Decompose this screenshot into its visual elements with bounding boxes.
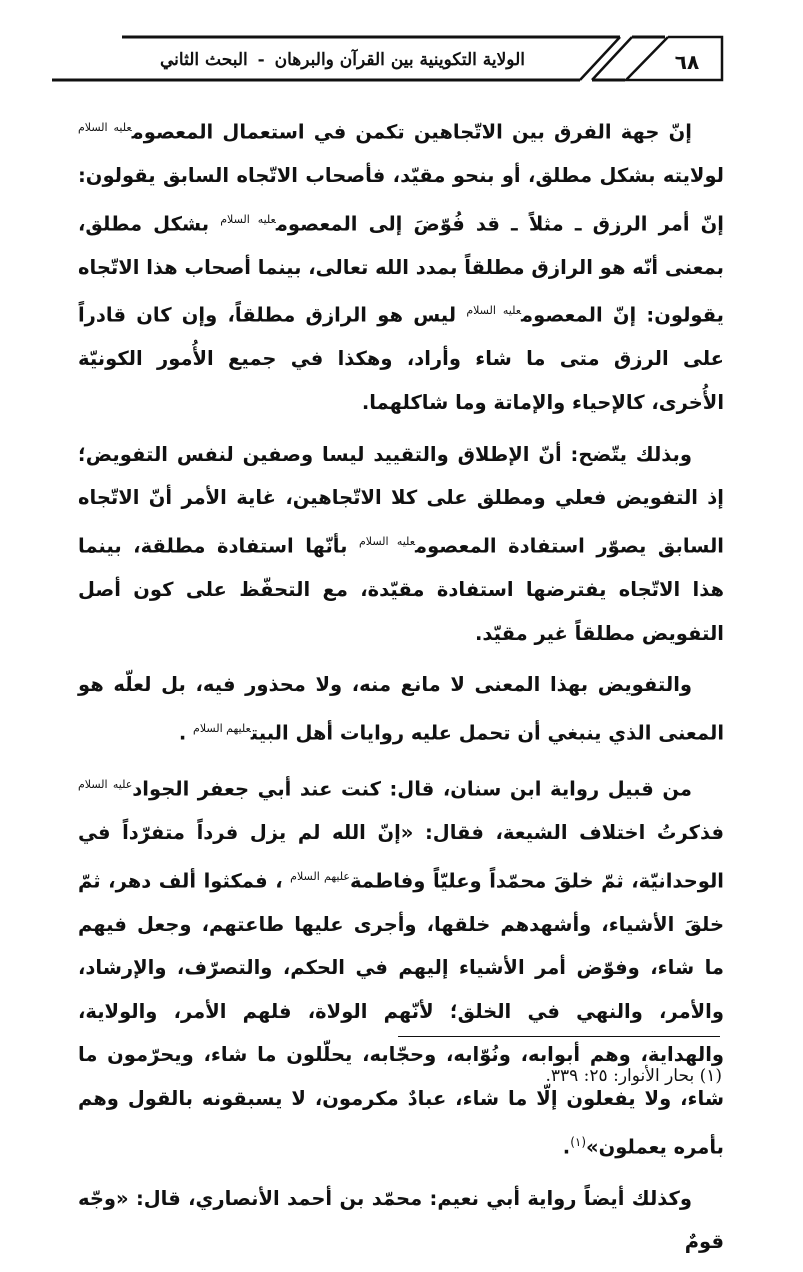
honorific-mark: عليه السلام: [466, 304, 522, 318]
header-slash-1: [580, 37, 620, 80]
page-header: [0, 0, 803, 100]
text-run: والتفويض بهذا المعنى لا مانع منه، ولا محذور فيه، بل لعلّه هو المعنى الذي ينبغي أن تحمل عليه روايات أهل البيت: [78, 673, 724, 745]
header-slash-2: [592, 37, 632, 80]
body-text: [78, 106, 724, 1272]
honorific-mark: عليه السلام: [78, 777, 133, 791]
paragraph-3: [78, 663, 724, 755]
footnote-separator: [398, 1036, 720, 1037]
paragraph-2: [78, 433, 724, 655]
honorific-mark: عليهم السلام: [193, 721, 251, 735]
honorific-mark: عليه السلام: [358, 534, 415, 548]
paragraph-5: [78, 1177, 724, 1264]
page-number: ٦٨: [674, 50, 700, 74]
text-run: بشكل مطلق، بمعنى أنّه هو الرازق مطلقاً بمدد الله تعالى، بينما أصحاب هذا الاتّجاه يقولون: إنّ المعصوم: [78, 212, 725, 327]
text-run: .: [178, 721, 194, 745]
text-run: فذكرتُ اختلاف الشيعة، فقال: «إنّ الله لم يزل فرداً متفرّداً في الوحدانيّة، ثمّ خلقَ محمّداً وعليّاً وفاطمة: [78, 820, 724, 892]
text-run: ليس هو الرازق مطلقاً، وإن كان قادراً على الرزق متى ما شاء وأراد، وهكذا في جميع الأُمور الكونيّة الأُخرى، كالإحياء والإماتة وما شاكلهما.: [78, 303, 724, 415]
running-title: [85, 50, 525, 70]
section-title: البحث الثاني: [160, 50, 248, 70]
text-run: ، فمكثوا ألف دهر، ثمّ خلقَ الأشياء، وأشهدهم خلقها، وأجرى عليها طاعتهم، وجعل فيهم ما شاء، وفوّض أمر الأشياء إليهم في الحكم، والتصرّف، والإرشاد، والأمر، والنهي في الخلق؛ لأنّهم الولاة، فلهم الأمر، والولاية، والهداية، وهم أبوابه، ونُوّابه، وحجّابه، يحلّلون ما شاء، ويحرّمون ما شاء، ولا يفعلون إلّا ما شاء، عبادٌ مكرمون، لا يسبقونه بالقول وهم بأمره يعملون»: [78, 869, 724, 1159]
text-run: .: [562, 1135, 571, 1159]
honorific-mark: عليه السلام: [78, 121, 132, 134]
book-title: الولاية التكوينية بين القرآن والبرهان: [274, 50, 525, 70]
honorific-mark: عليه السلام: [220, 212, 276, 226]
paragraph-4: [78, 763, 724, 1169]
text-run: بأنّها استفادة مطلقة، بينما هذا الاتّجاه يفترضها استفادة مقيّدة، مع التحفّظ على كون أصل التفويض مطلقاً غير مقيّد.: [78, 534, 724, 645]
text-run: وبذلك يتّضح: أنّ الإطلاق والتقييد ليسا وصفين لنفس التفويض؛ إذ التفويض فعلي ومطلق على كلا الاتّجاهين، غاية الأمر أنّ الاتّجاه السابق يصوّر استفادة المعصوم: [78, 442, 724, 558]
text-run: وكذلك أيضاً رواية أبي نعيم: محمّد بن أحمد الأنصاري، قال: «وجّه قومٌ: [78, 1186, 724, 1254]
footnote-reference[interactable]: (١): [570, 1134, 587, 1149]
honorific-mark: عليهم السلام: [290, 869, 350, 883]
paragraph-1: [78, 106, 724, 425]
text-run: من قبيل رواية ابن سنان، قال: كنت عند أبي جعفر الجواد: [132, 777, 693, 801]
text-run: إنّ جهة الفرق بين الاتّجاهين تكمن في استعمال المعصوم: [131, 120, 692, 144]
text-run: لولايته بشكل مطلق، أو بنحو مقيّد، فأصحاب الاتّجاه السابق يقولون: إنّ أمر الرزق ـ مثلاً ـ قد فُوّضَ إلى المعصوم: [78, 164, 724, 236]
title-separator: -: [257, 50, 265, 70]
footnote-1: (١) بحار الأنوار: ٢٥: ٣٣٩.: [545, 1066, 722, 1086]
